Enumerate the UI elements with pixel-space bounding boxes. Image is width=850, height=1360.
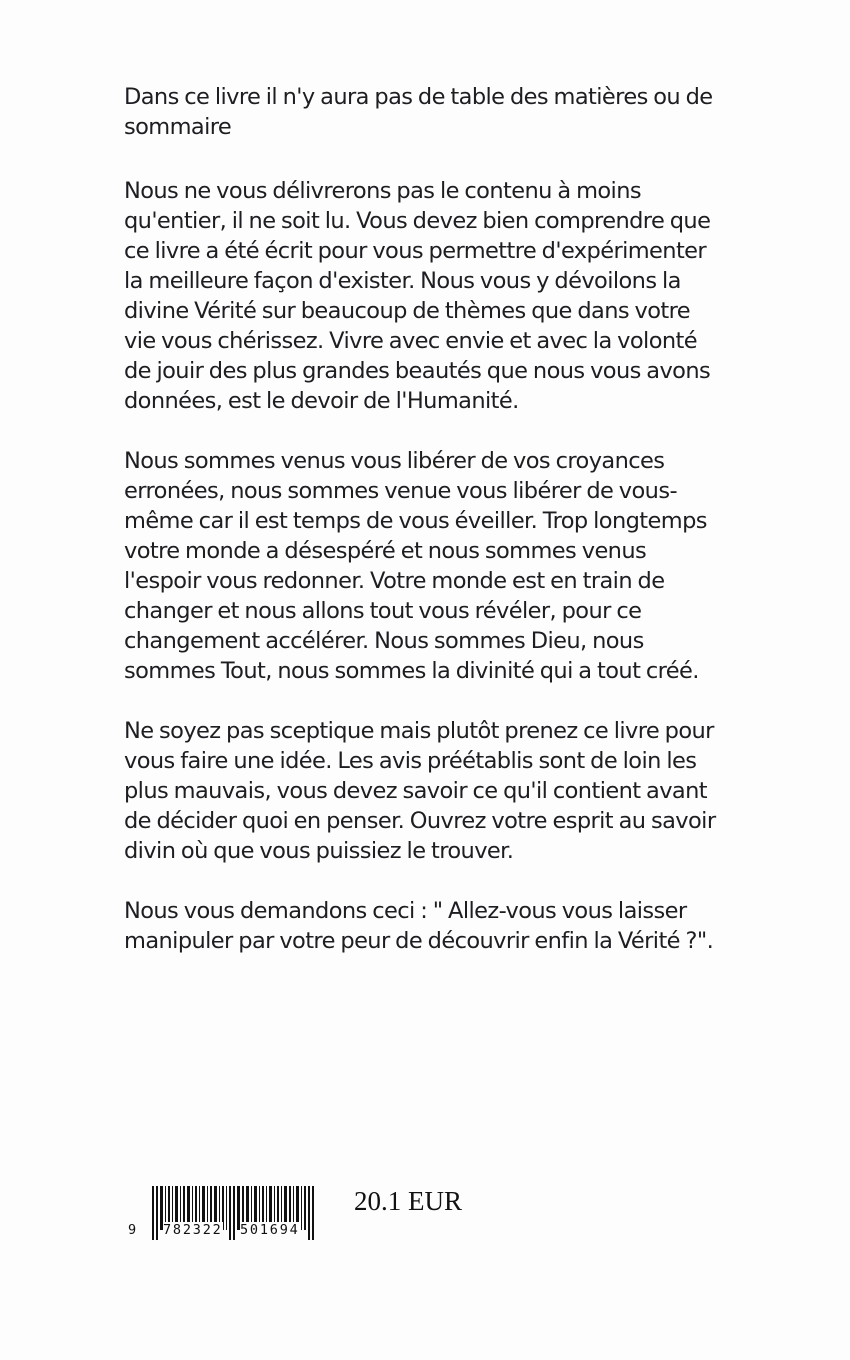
paragraph-content: [124, 176, 730, 416]
isbn-left-digits: 782322: [163, 1222, 223, 1238]
text-line: plus mauvais, vous devez savoir ce qu'il contient avant: [124, 778, 707, 804]
text-line: manipuler par votre peur de découvrir enfin la Vérité ?".: [124, 928, 714, 954]
text-line: données, est le devoir de l'Humanité.: [124, 388, 519, 414]
text-line: qu'entier, il ne soit lu. Vous devez bien comprendre que: [124, 208, 711, 234]
text-line: Nous sommes venus vous libérer de vos croyances: [124, 448, 665, 474]
barcode-icon: [126, 1186, 336, 1242]
back-cover-text: [124, 82, 730, 986]
text-line: Ne soyez pas sceptique mais plutôt prenez ce livre pour: [124, 718, 714, 744]
paragraph-intro: [124, 82, 730, 142]
text-line: divin où que vous puissiez le trouver.: [124, 838, 514, 864]
text-line: sommes Tout, nous sommes la divinité qui a tout créé.: [124, 658, 699, 684]
text-line: erronées, nous sommes venue vous libérer de vous-: [124, 478, 677, 504]
text-line: vous faire une idée. Les avis préétablis sont de loin les: [124, 748, 697, 774]
text-line: la meilleure façon d'exister. Nous vous y dévoilons la: [124, 268, 681, 294]
text-line: changement accélérer. Nous sommes Dieu, nous: [124, 628, 644, 654]
isbn-right-digits: 501694: [240, 1222, 300, 1238]
paragraph-sceptic: [124, 716, 730, 866]
text-line: Nous ne vous délivrerons pas le contenu à moins: [124, 178, 641, 204]
text-line: vie vous chérissez. Vivre avec envie et avec la volonté: [124, 328, 698, 354]
text-line: Dans ce livre il n'y aura pas de table des matières ou de: [124, 84, 713, 110]
text-line: l'espoir vous redonner. Votre monde est en train de: [124, 568, 665, 594]
isbn-barcode-block: [126, 1186, 486, 1242]
text-line: changer et nous allons tout vous révéler, pour ce: [124, 598, 642, 624]
text-line: ce livre a été écrit pour vous permettre d'expérimenter: [124, 238, 707, 264]
paragraph-liberation: [124, 446, 730, 686]
text-line: de décider quoi en penser. Ouvrez votre esprit au savoir: [124, 808, 716, 834]
text-line: votre monde a désespéré et nous sommes venus: [124, 538, 647, 564]
text-line: divine Vérité sur beaucoup de thèmes que dans votre: [124, 298, 691, 324]
price-label: 20.1 EUR: [354, 1186, 462, 1216]
text-line: sommaire: [124, 114, 232, 140]
text-line: de jouir des plus grandes beautés que nous vous avons: [124, 358, 711, 384]
paragraph-question: [124, 896, 730, 956]
isbn-prefix: 9: [128, 1222, 138, 1238]
text-line: même car il est temps de vous éveiller. Trop longtemps: [124, 508, 707, 534]
text-line: Nous vous demandons ceci : " Allez-vous vous laisser: [124, 898, 687, 924]
